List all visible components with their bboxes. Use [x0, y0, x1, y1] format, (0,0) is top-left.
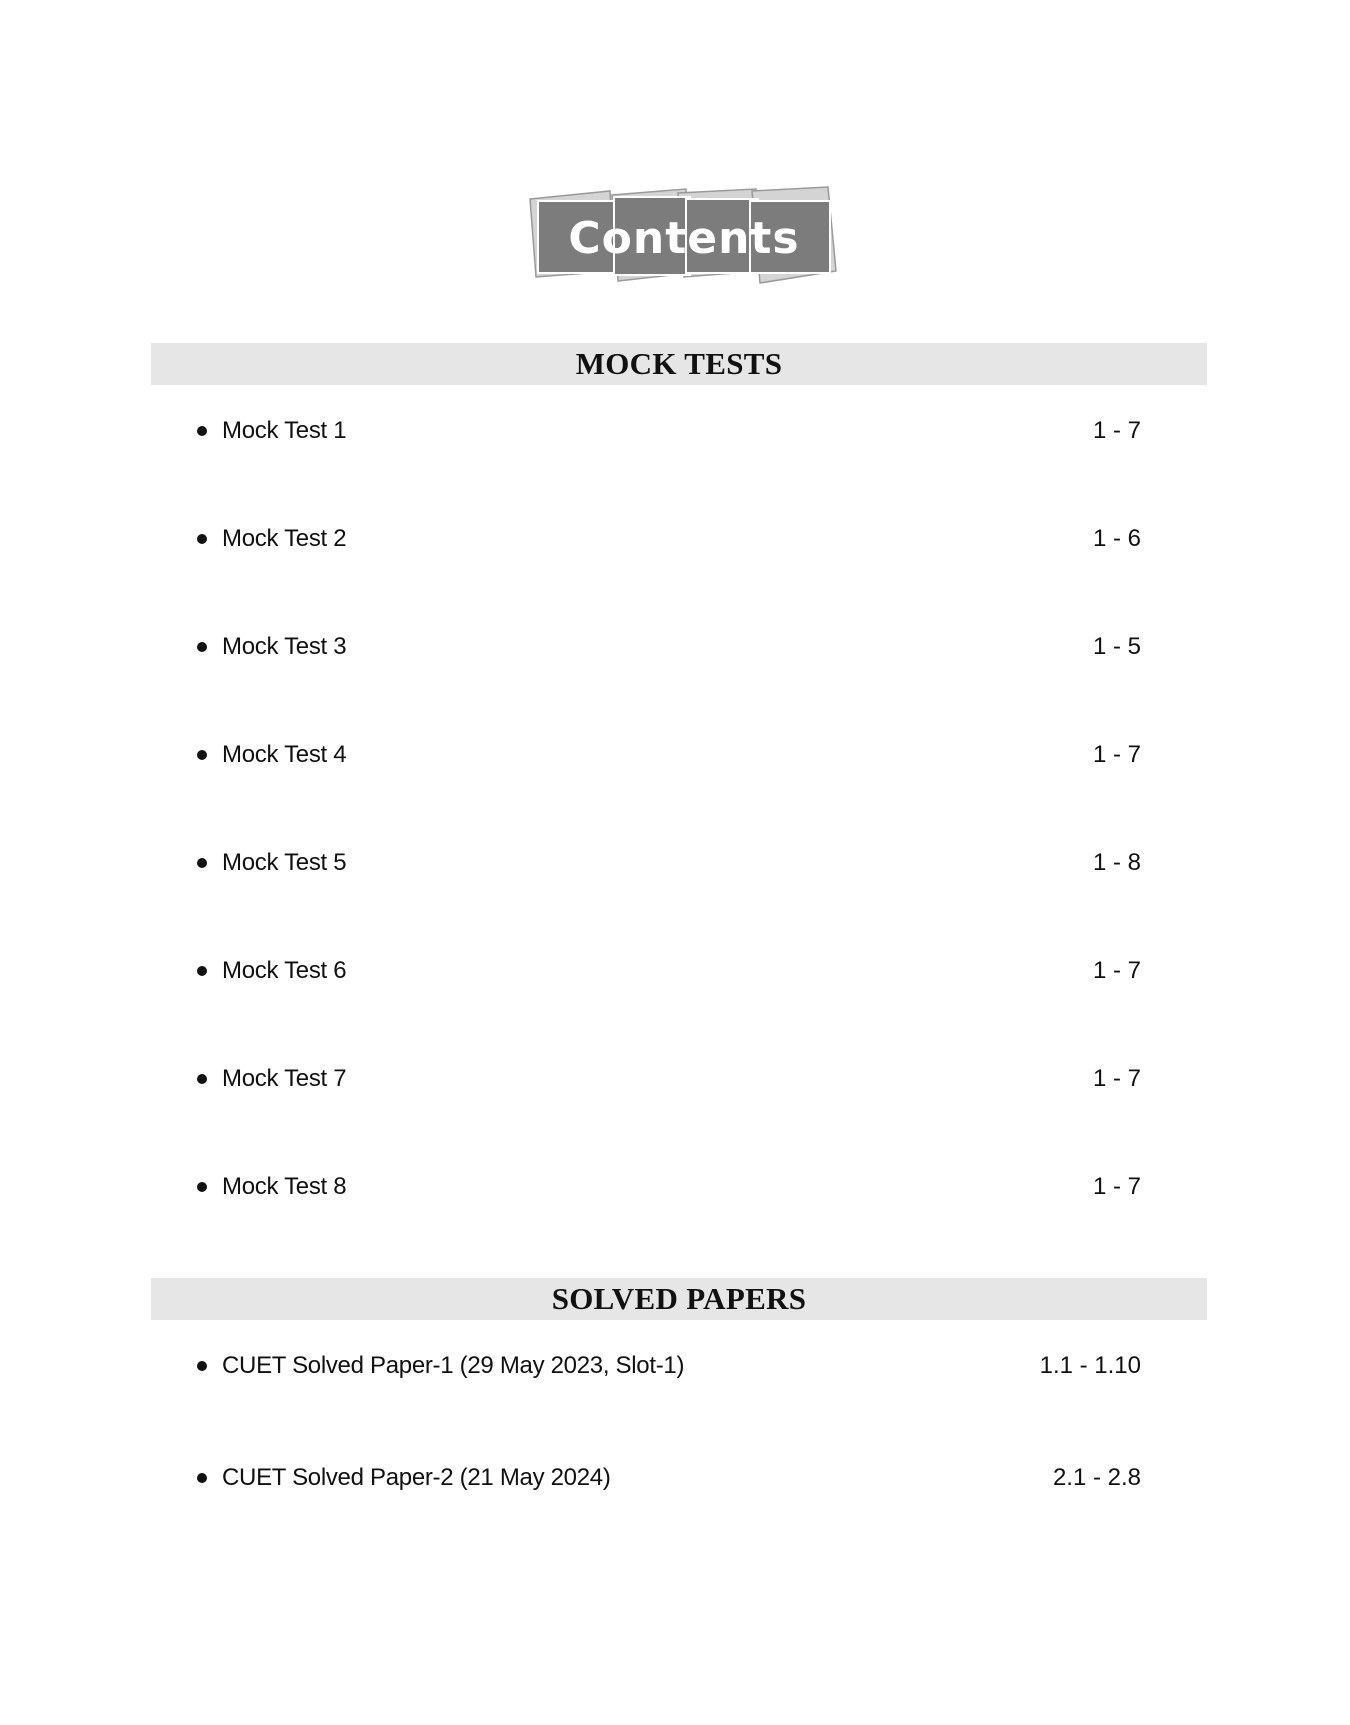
contents-logo-graphic: [528, 185, 840, 285]
toc-entry-mock-test-6[interactable]: [151, 954, 1207, 988]
toc-entry-title: Mock Test 6: [222, 957, 347, 984]
toc-entry-title: Mock Test 3: [222, 633, 347, 660]
bullet-icon: [197, 1074, 207, 1084]
toc-entry-pages: 2.1 - 2.8: [1052, 1464, 1141, 1491]
toc-entry-title: Mock Test 4: [222, 741, 347, 768]
toc-entry-mock-test-5[interactable]: [151, 846, 1207, 880]
toc-entry-pages: 1 - 5: [1092, 633, 1141, 660]
toc-entry-title: Mock Test 1: [222, 417, 347, 444]
toc-entry-pages: 1 - 8: [1092, 849, 1141, 876]
toc-entry-solved-paper-2[interactable]: [151, 1461, 1207, 1495]
contents-logo-text: Contents: [568, 213, 800, 264]
toc-entry-pages: 1 - 7: [1092, 417, 1141, 444]
section-heading-mock-tests: MOCK TESTS: [151, 343, 1207, 385]
bullet-icon: [197, 1473, 207, 1483]
toc-entry-mock-test-1[interactable]: [151, 414, 1207, 448]
bullet-icon: [197, 966, 207, 976]
toc-entry-solved-paper-1[interactable]: [151, 1349, 1207, 1383]
toc-entry-title: Mock Test 5: [222, 849, 347, 876]
section-heading-solved-papers: SOLVED PAPERS: [151, 1278, 1207, 1320]
toc-entry-pages: 1.1 - 1.10: [1039, 1352, 1141, 1379]
bullet-icon: [197, 426, 207, 436]
toc-entry-pages: 1 - 7: [1092, 1173, 1141, 1200]
toc-entry-pages: 1 - 7: [1092, 741, 1141, 768]
toc-entry-title: Mock Test 8: [222, 1173, 347, 1200]
contents-logo: [528, 185, 840, 285]
bullet-icon: [197, 1182, 207, 1192]
toc-entry-pages: 1 - 6: [1092, 525, 1141, 552]
toc-entry-title: CUET Solved Paper-2 (21 May 2024): [222, 1464, 611, 1491]
bullet-icon: [197, 750, 207, 760]
bullet-icon: [197, 1361, 207, 1371]
toc-entry-mock-test-7[interactable]: [151, 1062, 1207, 1096]
toc-entry-mock-test-2[interactable]: [151, 522, 1207, 556]
toc-entry-title: Mock Test 2: [222, 525, 347, 552]
toc-entry-mock-test-8[interactable]: [151, 1170, 1207, 1204]
toc-entry-mock-test-4[interactable]: [151, 738, 1207, 772]
toc-entry-mock-test-3[interactable]: [151, 630, 1207, 664]
toc-entry-pages: 1 - 7: [1092, 1065, 1141, 1092]
toc-entry-pages: 1 - 7: [1092, 957, 1141, 984]
toc-entry-title: CUET Solved Paper-1 (29 May 2023, Slot-1): [222, 1352, 685, 1379]
bullet-icon: [197, 642, 207, 652]
toc-entry-title: Mock Test 7: [222, 1065, 347, 1092]
bullet-icon: [197, 858, 207, 868]
bullet-icon: [197, 534, 207, 544]
